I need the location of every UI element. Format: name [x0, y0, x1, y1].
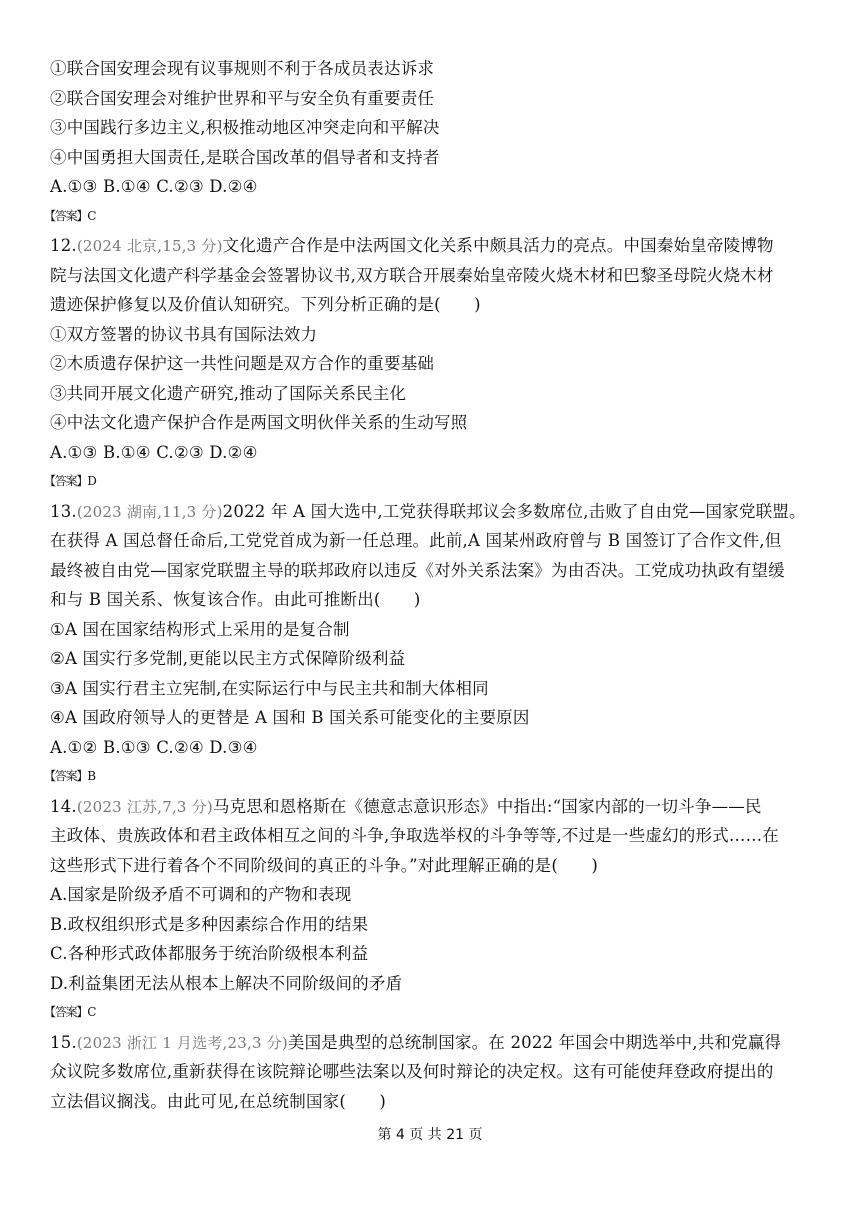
q12-option-2: ②木质遗存保护这一共性问题是双方合作的重要基础 [50, 354, 435, 373]
q14-option-b: B.政权组织形式是多种因素综合作用的结果 [50, 914, 369, 934]
q12-stem-text: 文化遗产合作是中法两国文化关系中颇具活力的亮点。中国秦始皇帝陵博物 [222, 236, 774, 255]
q13-stem-line-1 [50, 497, 830, 527]
page-number-footer: 第 4 页 共 21 页 [377, 1127, 483, 1143]
q13-choices: A.①② B.①③ C.②④ D.③④ [50, 737, 258, 757]
q14-stem-text: 马克思和恩格斯在《德意志意识形态》中指出:“国家内部的一切斗争——民 [212, 796, 762, 816]
q13-stem-line-4: 和与 B 国关系、恢复该合作。由此可推断出( ) [50, 590, 421, 609]
q11-answer: 【答案】C [44, 208, 96, 223]
q12-option-1: ①双方签署的协议书具有国际法效力 [50, 324, 318, 344]
q13-option-4: ④A 国政府领导人的更替是 A 国和 B 国关系可能变化的主要原因 [50, 708, 530, 727]
q13-option-1: ①A 国在国家结构形式上采用的是复合制 [50, 619, 350, 639]
q11-option-1: ①联合国安理会现有议事规则不利于各成员表达诉求 [50, 59, 435, 78]
q12-answer: 【答案】D [44, 474, 96, 488]
q15-stem-text: 美国是典型的总统制国家。在 2022 年国会中期选举中,共和党赢得 [287, 1032, 782, 1052]
q11-choices: A.①③ B.①④ C.②③ D.②④ [50, 177, 258, 196]
q13-stem-line-2: 在获得 A 国总督任命后,工党党首成为新一任总理。此前,A 国某州政府曾与 B 国签订了合作文件,但 [50, 531, 782, 550]
q13-answer: 【答案】B [44, 769, 95, 783]
q14-source: (2023 江苏,7,3 分) [76, 797, 213, 816]
q12-stem-line-1 [50, 231, 830, 261]
q14-answer: 【答案】C [44, 1005, 96, 1019]
q13-stem-text: 2022 年 A 国大选中,工党获得联邦议会多数席位,击败了自由党—国家党联盟。 [222, 501, 806, 521]
q15-source: (2023 浙江 1 月选考,23,3 分) [76, 1033, 288, 1052]
q12-stem-line-3: 遗迹保护修复以及价值认知研究。下列分析正确的是( ) [50, 295, 481, 314]
q14-option-c: C.各种形式政体都服务于统治阶级根本利益 [50, 944, 369, 963]
q12-source: (2024 北京,15,3 分) [76, 237, 223, 255]
q12-choices: A.①③ B.①④ C.②③ D.②④ [50, 442, 258, 462]
q12-option-3: ③共同开展文化遗产研究,推动了国际关系民主化 [50, 383, 407, 403]
q14-option-a: A.国家是阶级矛盾不可调和的产物和表现 [50, 885, 352, 904]
q15-stem-line-1 [50, 1028, 830, 1058]
q15-stem-line-3: 立法倡议搁浅。由此可见,在总统制国家( ) [50, 1091, 387, 1111]
q11-option-3: ③中国践行多边主义,积极推动地区冲突走向和平解决 [50, 118, 440, 137]
page-content [44, 54, 830, 1116]
q14-stem-line-1 [50, 792, 830, 822]
q11-option-2: ②联合国安理会对维护世界和平与安全负有重要责任 [50, 88, 435, 108]
q15-stem-line-2: 众议院多数席位,重新获得在该院辩论哪些法案以及何时辩论的决定权。这有可能使拜登政府提出的 [50, 1062, 774, 1081]
q11-option-4: ④中国勇担大国责任,是联合国改革的倡导者和支持者 [50, 147, 440, 167]
q14-stem-line-3: 这些形式下进行着各个不同阶级间的真正的斗争。”对此理解正确的是( ) [50, 855, 599, 875]
q12-number: 12. [50, 236, 77, 255]
q13-option-2: ②A 国实行多党制,更能以民主方式保障阶级利益 [50, 649, 406, 668]
q14-stem-line-2: 主政体、贵族政体和君主政体相互之间的斗争,争取选举权的斗争等等,不过是一些虚幻的形式……在 [50, 826, 779, 845]
q13-number: 13. [50, 501, 77, 521]
q13-stem-line-3: 最终被自由党—国家党联盟主导的联邦政府以违反《对外关系法案》为由否决。工党成功执政有望缓 [50, 560, 785, 580]
q15-number: 15. [50, 1032, 77, 1052]
q12-stem-line-2: 院与法国文化遗产科学基金会签署协议书,双方联合开展秦始皇帝陵火烧木材和巴黎圣母院火烧木材 [50, 265, 774, 285]
q14-option-d: D.利益集团无法从根本上解决不同阶级间的矛盾 [50, 973, 403, 993]
q13-option-3: ③A 国实行君主立宪制,在实际运行中与民主共和制大体相同 [50, 678, 489, 698]
q12-option-4: ④中法文化遗产保护合作是两国文明伙伴关系的生动写照 [50, 413, 468, 432]
q14-number: 14. [50, 796, 77, 816]
q13-source: (2023 湖南,11,3 分) [76, 502, 223, 521]
